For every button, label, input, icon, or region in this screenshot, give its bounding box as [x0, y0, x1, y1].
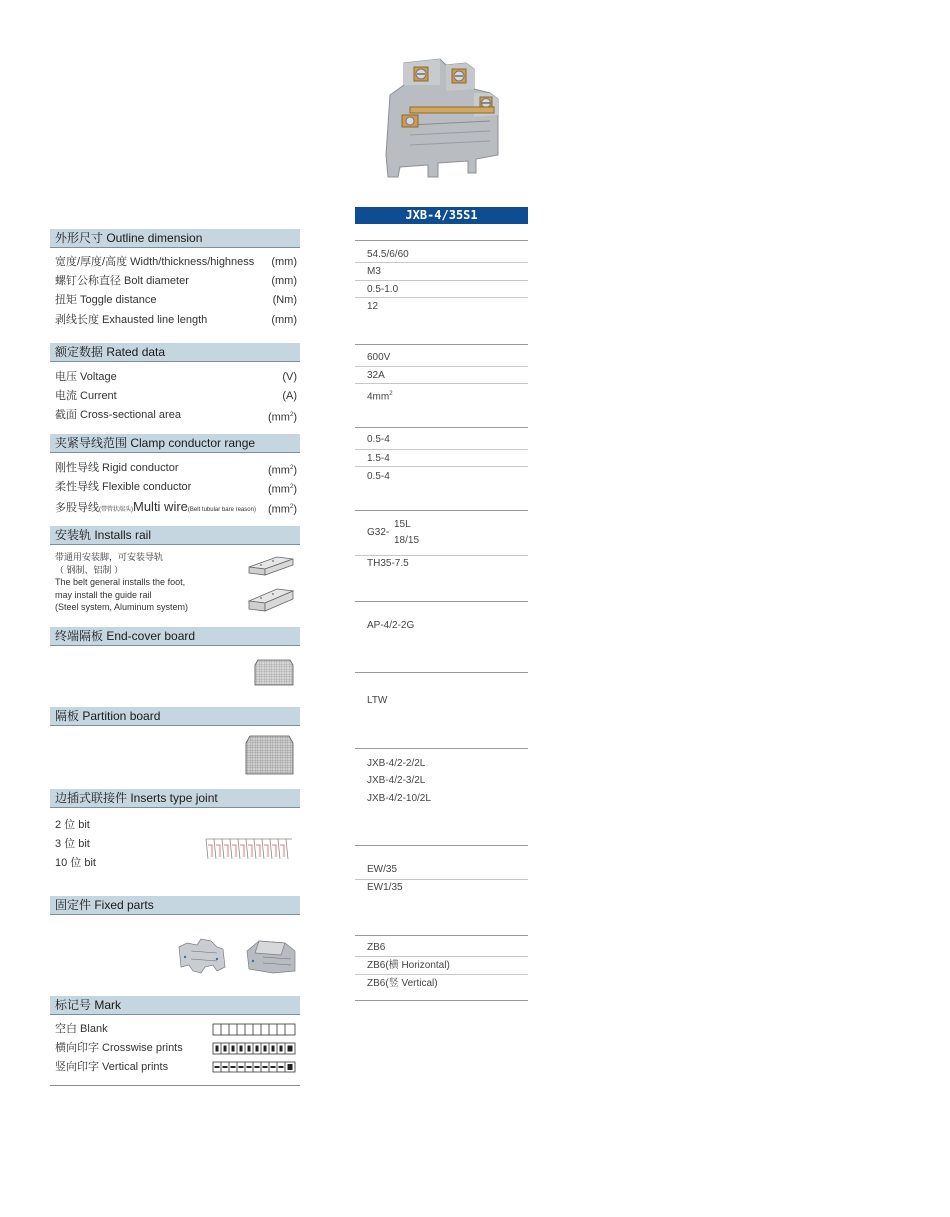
row-unit: (Nm): [272, 294, 297, 306]
section-mark: 标记号 Mark: [50, 996, 300, 1015]
row-label: 3 位 bit: [55, 838, 90, 850]
value-insert-10: JXB-4/2-10/2L: [367, 793, 431, 804]
divider: [355, 555, 528, 556]
divider: [355, 240, 528, 241]
row-unit: (mm): [271, 275, 297, 287]
divider: [355, 262, 528, 263]
row-label: 空白 Blank: [55, 1023, 108, 1035]
insert-joint-comb-icon: [204, 835, 294, 861]
value-current: 32A: [367, 370, 385, 381]
divider: [355, 383, 528, 384]
row-label: 截面 Cross-sectional area: [55, 409, 181, 421]
row-label: 刚性导线 Rigid conductor: [55, 462, 179, 474]
value-partition: LTW: [367, 695, 388, 706]
row-toggle-distance: [55, 293, 297, 307]
value-voltage: 600V: [367, 352, 391, 363]
value-rail-g32-top: 15L: [394, 519, 411, 530]
value-insert-2: JXB-4/2-2/2L: [367, 758, 426, 769]
din-rail-icon: [247, 553, 295, 615]
value-rail-g32-prefix: G32-: [367, 527, 390, 538]
value-mark-horizontal: ZB6(横 Horizontal): [367, 960, 450, 971]
row-label: 多股导线(带管状端头)Multi wire(Belt tubular bare reason): [55, 499, 256, 514]
value-mark-vertical: ZB6(竖 Vertical): [367, 978, 438, 989]
value-rail-g32-bottom: 18/15: [394, 535, 420, 546]
divider: [355, 344, 528, 345]
value-bolt-diameter: M3: [367, 266, 381, 277]
row-unit: (mm): [271, 256, 297, 268]
divider: [355, 672, 528, 673]
row-label: 电压 Voltage: [55, 371, 117, 383]
divider: [355, 845, 528, 846]
section-partition-board: 隔板 Partition board: [50, 707, 300, 726]
value-fixed-1: EW/35: [367, 864, 398, 875]
row-unit: (A): [282, 390, 297, 402]
divider: [355, 280, 528, 281]
section-rated-data: 额定数据 Rated data: [50, 343, 300, 362]
row-label: 螺钉公称直径 Bolt diameter: [55, 275, 189, 287]
divider: [355, 974, 528, 975]
end-cover-board-icon: [254, 659, 294, 686]
value-insert-3: JXB-4/2-3/2L: [367, 775, 426, 786]
row-current: [55, 389, 297, 403]
section-clamp-conductor-range: 夹紧导线范围 Clamp conductor range: [50, 434, 300, 453]
value-toggle-distance: 0.5-1.0: [367, 284, 399, 295]
row-bolt-diameter: [55, 274, 297, 288]
row-unit: (mm): [271, 314, 297, 326]
rail-description: 带通用安装脚，可安装导轨 （ 钢制、铝制 ） The belt general installs the foot, may install the guide rail (Steel system, Aluminum system): [55, 552, 189, 612]
row-cross-section: [55, 408, 297, 422]
value-fixed-2: EW1/35: [367, 882, 403, 893]
row-insert-2-bit: [55, 818, 297, 832]
divider: [355, 510, 528, 511]
section-end-cover-board: 终端隔板 End-cover board: [50, 627, 300, 646]
row-unit: $(mm^2)$: [267, 464, 297, 477]
divider: [355, 366, 528, 367]
partition-board-icon: [245, 735, 294, 775]
row-label: 宽度/厚度/高度 Width/thickness/highness: [55, 256, 255, 268]
row-unit: $(mm^2)$: [267, 503, 297, 516]
row-rigid-conductor: [55, 461, 297, 475]
divider: [355, 748, 528, 749]
divider: [355, 297, 528, 298]
divider: [355, 879, 528, 880]
marker-strip-icon: [212, 1023, 296, 1073]
section-fixed-parts: 固定件 Fixed parts: [50, 896, 300, 915]
value-cross-section: $4mm^2$: [367, 391, 393, 403]
section-installs-rail: 安装轨 Installs rail: [50, 526, 300, 545]
row-voltage: [55, 370, 297, 384]
left-bottom-rule: [50, 1085, 300, 1086]
row-flexible-conductor: [55, 480, 297, 494]
row-label: 扭矩 Toggle distance: [55, 294, 157, 306]
row-label: 2 位 bit: [55, 819, 90, 831]
value-dimensions: 54.5/6/60: [367, 249, 409, 260]
row-label: 柔性导线 Flexible conductor: [55, 481, 192, 493]
divider: [355, 1000, 528, 1001]
value-flexible: 1.5-4: [367, 453, 390, 464]
divider: [355, 935, 528, 936]
value-strip-length: 12: [367, 301, 379, 312]
row-label: 剥线长度 Exhausted line length: [55, 314, 208, 326]
row-width-thickness-height: [55, 255, 297, 269]
value-mark-blank: ZB6: [367, 942, 386, 953]
model-header: JXB-4/35S1: [355, 207, 528, 224]
row-label: 10 位 bit: [55, 857, 96, 869]
value-rigid: 0.5-4: [367, 434, 390, 445]
value-rail-th35: TH35-7.5: [367, 558, 409, 569]
row-strip-length: [55, 313, 297, 327]
fixed-parts-icon: [177, 937, 297, 975]
row-multi-wire: [55, 500, 297, 514]
divider: [355, 601, 528, 602]
section-inserts-type-joint: 边插式联接件 Inserts type joint: [50, 789, 300, 808]
row-label: 横向印字 Crosswise prints: [55, 1042, 183, 1054]
divider: [355, 466, 528, 467]
row-unit: $(mm^2)$: [267, 483, 297, 496]
row-label: 竖向印字 Vertical prints: [55, 1061, 169, 1073]
divider: [355, 427, 528, 428]
value-multi-wire: 0.5-4: [367, 471, 390, 482]
value-end-cover: AP-4/2-2G: [367, 620, 415, 631]
row-label: 电流 Current: [55, 390, 117, 402]
divider: [355, 449, 528, 450]
terminal-block-image: [380, 55, 505, 180]
row-unit: $(mm^2)$: [267, 411, 297, 424]
divider: [355, 956, 528, 957]
section-outline-dimension: 外形尺寸 Outline dimension: [50, 229, 300, 248]
row-unit: (V): [282, 371, 297, 383]
